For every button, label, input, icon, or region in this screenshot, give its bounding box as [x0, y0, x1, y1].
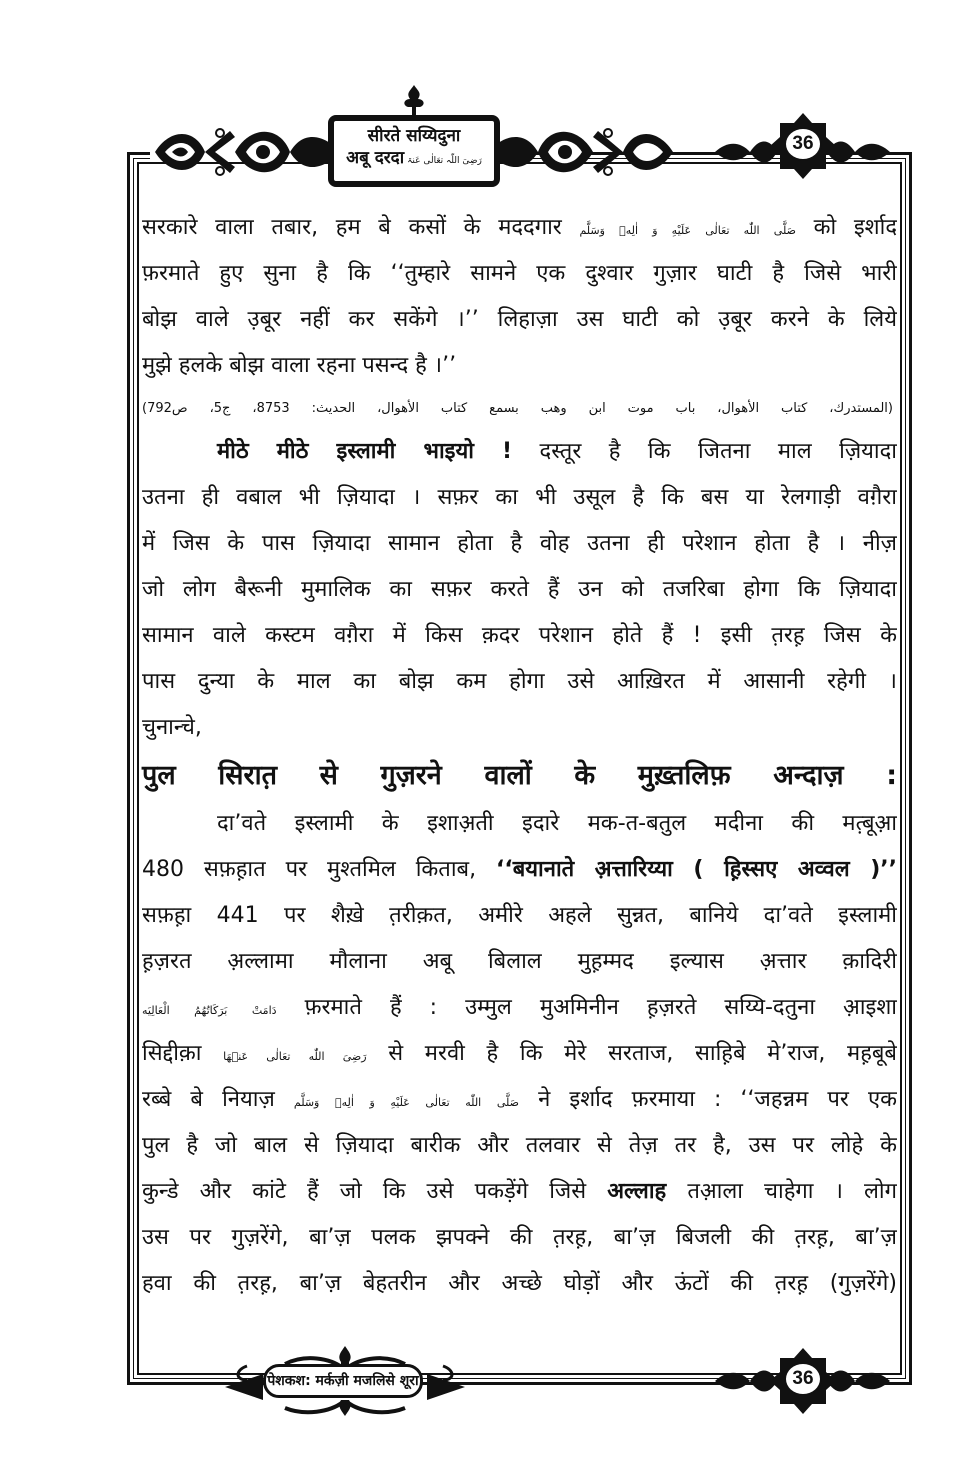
allah-bold: अल्लाह: [607, 1179, 667, 1204]
text-line: [142, 1169, 897, 1215]
text-line: बोझ वाले उ़बूर नहीं कर सकेंगे ।’’ लिहाज़ा उस घाटी को उ़बूर करने के लिये: [142, 307, 897, 332]
text-line: उस पर गुज़रेंगे, बा’ज़ पलक झपक्ने की त़रह़, बा’ज़ बिजली की त़रह़, बा’ज़: [142, 1225, 897, 1250]
text-segment: कुन्डे और कांटे हैं जो कि उसे पकड़ेंगे जिसे: [142, 1179, 608, 1204]
text-line: दा’वते इस्लामी के इशाअ़ती इदारे मक-त-बतुल मदीना की मत़्बूआ़: [217, 811, 897, 836]
hadith-reference: (المستدرك، كتاب الأهوال، باب موت ابن وهب بسمع كتاب الأهوال، الحديث: 8753، ج5، ص792): [142, 401, 893, 416]
page-body: [142, 205, 897, 1307]
footer-page-number-badge: [770, 1348, 836, 1414]
publisher-label: पेशकश: मर्कज़ी मजलिसे शूरा: [263, 1364, 423, 1398]
text-line: ह़ज़रत अ़ल्लामा मौलाना अबू बिलाल मुह़म्मद इल्यास अ़त्तार क़ादिरी: [142, 949, 897, 974]
text-line: उतना ही वबाल भी ज़ियादा । सफ़र का भी उसूल है कि बस या रेलगाड़ी वग़ैरा: [142, 485, 897, 510]
text-line: मुझे हलके बोझ वाला रहना पसन्द है ।’’: [142, 353, 457, 378]
text-line: [142, 847, 897, 893]
book-title-name: अबू दरदा: [346, 148, 405, 168]
page-number: 36: [784, 127, 822, 161]
text-segment: 480 सफ़ह़ात पर मुश्तमिल किताब,: [142, 857, 497, 882]
book-title-line1: सीरते सय्यिदुना: [367, 126, 461, 146]
text-line: [142, 985, 897, 1031]
honorific-arabic: دَامَتْ بَرَكَاتُهُمُ الْعَالِيَه: [142, 1004, 277, 1017]
text-segment: तआ़ला चाहेगा । लोग: [666, 1179, 897, 1204]
text-line: [142, 1031, 897, 1077]
book-name-bold: ‘‘बयानाते अ़त्तारिय्या ( ह़िस्सए अव्वल )’’: [496, 857, 897, 882]
text-line: में जिस के पास ज़ियादा सामान होता है वोह उतना ही परेशान होता है । नीज़: [142, 531, 897, 556]
book-title-line2: [334, 147, 494, 172]
address-bold: मीठे मीठे इस्लामी भाइयो !: [217, 439, 513, 464]
text-line: पुल है जो बाल से ज़ियादा बारीक और तलवार से तेज़ तर है, उस पर लोहे के: [142, 1133, 897, 1158]
text-segment: दस्तूर है कि जितना माल ज़ियादा: [512, 439, 897, 464]
text-line: [142, 429, 897, 475]
text-segment: सरकारे वाला तबार, हम बे कसों के मददगार: [142, 215, 580, 240]
text-line: [142, 1077, 897, 1123]
text-segment: से मरवी है कि मेरे सरताज, साह़िबे मे’राज, मह़बूबे: [366, 1041, 897, 1066]
left-arabesque-ornament: [150, 123, 330, 181]
salutation-arabic: صَلَّى اللّٰه تعَالٰى عَلَيْهِ وَ اٰلِهٖ وَسَلَّم: [293, 1096, 519, 1109]
text-line: पास दुन्या के माल का बोझ कम होगा उसे आख़िरत में आसानी रहेगी ।: [142, 669, 897, 694]
book-title-box: [328, 115, 500, 187]
salutation-arabic: صَلَّى اللّٰه تعَالٰى عَلَيْهِ وَ اٰلِهٖ وَسَلَّم: [579, 224, 796, 237]
title-honorific: رَضِیَ اللّٰہ تعَالٰی عَنۃ: [407, 156, 482, 166]
page-number-badge: [770, 113, 836, 179]
text-line: जो लोग बैरूनी मुमालिक का सफ़र करते हैं उन को तजरिबा होगा कि ज़ियादा: [142, 577, 897, 602]
text-line: हवा की त़रह़, बा’ज़ बेहतरीन और अच्छे घोड़ों और ऊंटों की त़रह़ (गुज़रेंगे): [142, 1271, 897, 1296]
top-finial-ornament: [402, 85, 426, 119]
text-line: [142, 205, 897, 251]
text-segment: सिद्दीक़ा: [142, 1041, 224, 1066]
text-line: फ़रमाते हुए सुना है कि ‘‘तुम्हारे सामने एक दुश्वार गुज़ार घाटी है जिसे भारी: [142, 261, 897, 286]
text-line: चुनान्चे,: [142, 715, 202, 740]
text-line: सामान वाले कस्टम वग़ैरा में किस क़दर परेशान होते हैं ! इसी त़रह़ जिस के: [142, 623, 897, 648]
text-segment: रब्बे बे नियाज़: [142, 1087, 294, 1112]
text-segment: ने इर्शाद फ़रमाया : ‘‘जहन्नम पर एक: [519, 1087, 897, 1112]
honorific-arabic: رَضِىَ اللّٰه تعَالٰى عَنۡهَا: [223, 1050, 367, 1063]
text-segment: फ़रमाते हैं : उम्मुल मुअमिनीन ह़ज़रते सय्यि-दतुना आ़इशा: [276, 995, 897, 1020]
section-heading: पुल सिरात़ से गुज़रने वालों के मुख़्तलिफ़ अन्दाज़ :: [142, 760, 897, 791]
page-footer: [140, 1340, 900, 1430]
right-arabesque-ornament: [498, 123, 678, 181]
text-line: सफ़ह़ा 441 पर शैख़े त़रीक़त, अमीरे अहले सुन्नत, बानिये दा’वते इस्लामी: [142, 903, 897, 928]
footer-page-number: 36: [784, 1362, 822, 1396]
page-header: [140, 85, 900, 195]
text-segment: को इर्शाद: [795, 215, 897, 240]
